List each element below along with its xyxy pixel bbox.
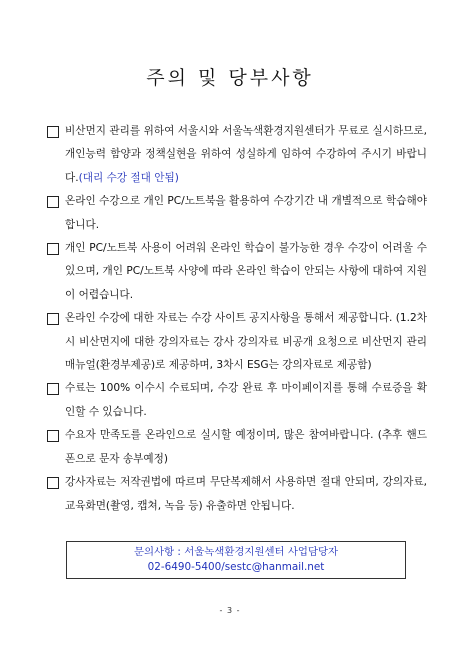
item-text: 수요자 만족도를 온라인으로 실시할 예정이며, 많은 참여바랍니다. (추후 핸드폰으로 문자 송부예정) (65, 429, 427, 465)
page-number: - 3 - (219, 606, 241, 615)
item-text: 강사자료는 저작권법에 따르며 무단복제해서 사용하면 절대 안되며, 강의자료, 교육화면(촬영, 캡쳐, 녹음 등) 유출하면 안됩니다. (65, 476, 427, 512)
contact-box (66, 541, 406, 579)
item-text: 개인 PC/노트북 사용이 어려워 온라인 학습이 불가능한 경우 수강이 어려울 수 있으며, 개인 PC/노트북 사양에 따라 온라인 학습이 안되는 사항에 대하여 지원이 어렵습니다. (65, 242, 427, 301)
list-item (47, 471, 427, 518)
checkbox-square-icon (47, 313, 59, 325)
checkbox-square-icon (47, 126, 59, 138)
checkbox-square-icon (47, 383, 59, 395)
contact-details: 02-6490-5400/sestc@hanmail.net (147, 560, 325, 573)
item-text: 온라인 수강에 대한 자료는 수강 사이트 공지사항을 통해서 제공합니다. (1.2차시 비산먼지에 대한 강의자료는 강사 강의자료 비공개 요청으로 비산먼지 관리 매뉴얼(환경부제공)로 제공하며, 3차시 ESG는 강의자료로 제공함) (65, 312, 427, 372)
list-item (47, 120, 427, 190)
list-item (47, 307, 427, 377)
item-text: 수료는 100% 이수시 수료되며, 수강 완료 후 마이페이지를 통해 수료증을 확인할 수 있습니다. (65, 382, 427, 418)
list-item (47, 424, 427, 471)
checkbox-square-icon (47, 477, 59, 489)
list-item (47, 190, 427, 237)
item-note: (대리 수강 절대 안됨) (78, 171, 179, 184)
contact-label: 문의사항 : 서울녹색환경지원센터 사업담당자 (133, 546, 339, 558)
item-text: 온라인 수강으로 개인 PC/노트북을 활용하여 수강기간 내 개별적으로 학습해야 합니다. (65, 195, 427, 231)
list-item (47, 237, 427, 307)
checkbox-square-icon (47, 196, 59, 208)
list-item (47, 377, 427, 424)
checkbox-square-icon (47, 430, 59, 442)
page-title: 주의 및 당부사항 (146, 67, 314, 89)
checkbox-square-icon (47, 243, 59, 255)
notice-list (47, 120, 427, 518)
item-text: 비산먼지 관리를 위하여 서울시와 서울녹색환경지원센터가 무료로 실시하므로, 개인능력 함양과 정책실현을 위하여 성실하게 임하여 수강하여 주시기 바랍니다. (65, 125, 427, 184)
